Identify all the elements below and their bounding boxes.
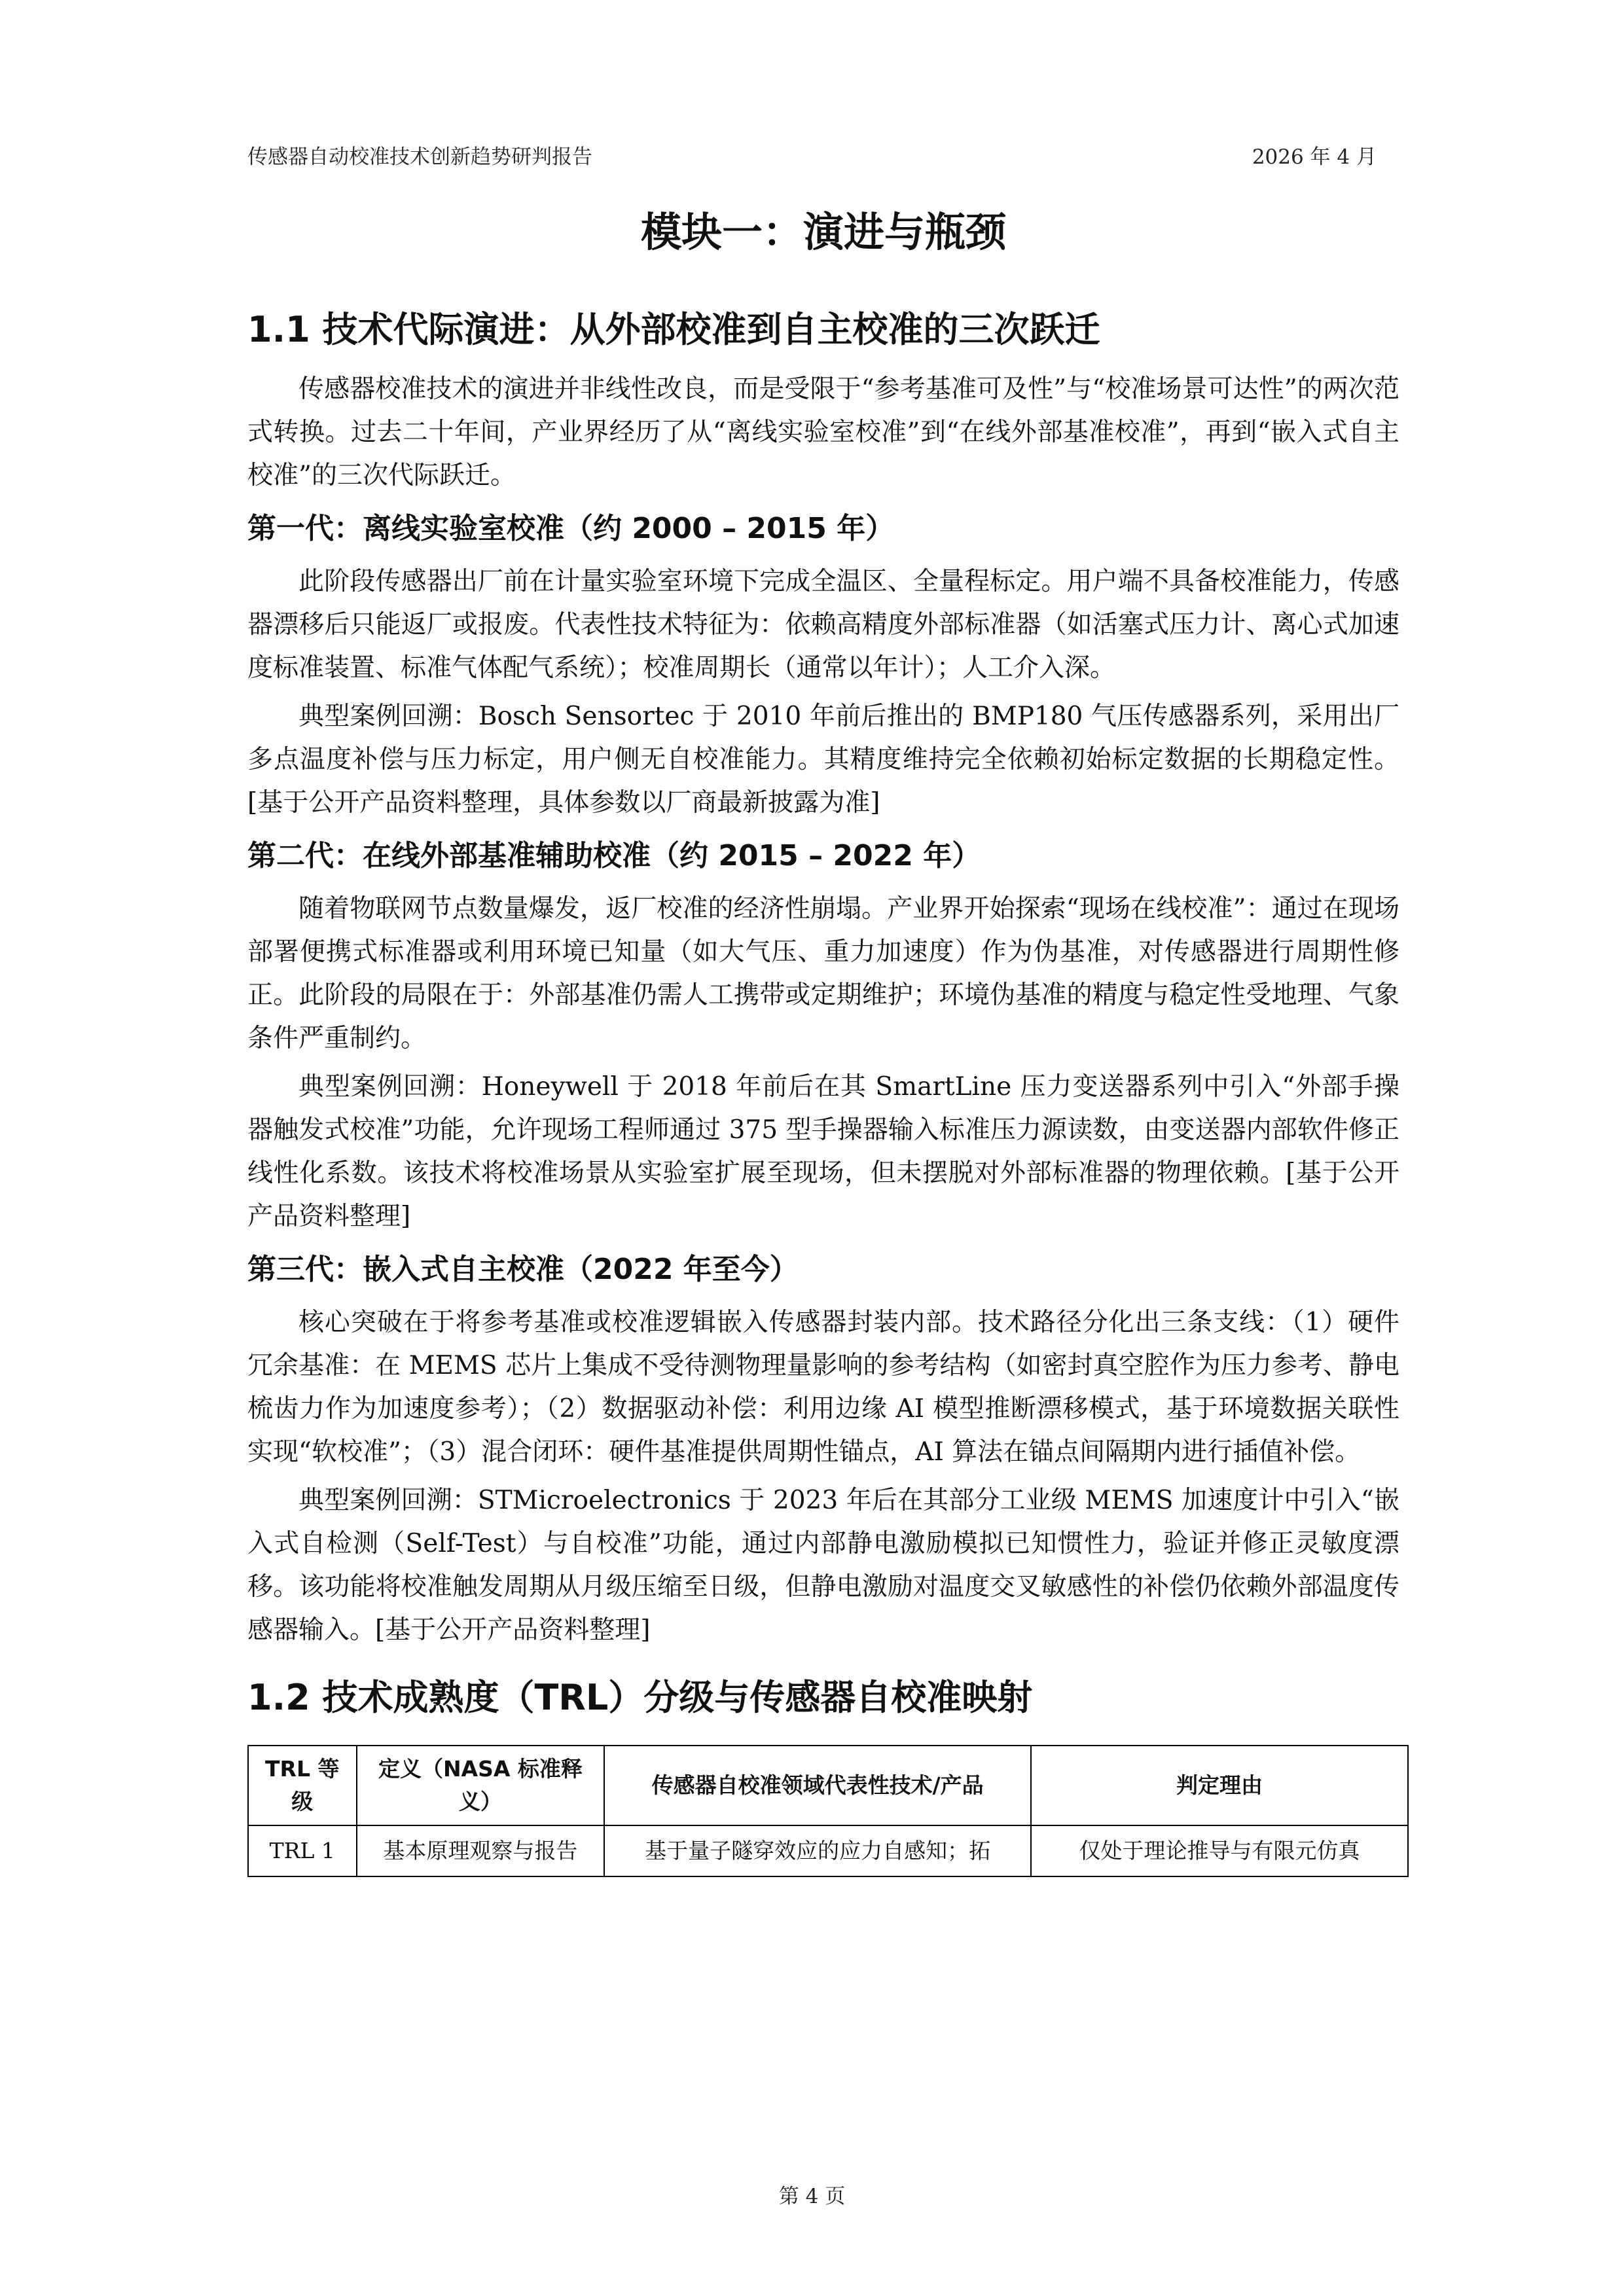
page-number: 第 4 页 <box>778 2185 846 2208</box>
running-header <box>247 140 1377 170</box>
gen1-paragraph: 此阶段传感器出厂前在计量实验室环境下完成全温区、全量程标定。用户端不具备校准能力，传感器漂移后只能返厂或报废。代表性技术特征为：依赖高精度外部标准器（如活塞式压力计、离心式加速度标准装置、标准气体配气系统）；校准周期长（通常以年计）；人工介入深。 <box>247 567 1399 683</box>
table-cell: 基本原理观察与报告 <box>357 1825 605 1876</box>
gen2-title: 第二代：在线外部基准辅助校准（约 2015 – 2022 年） <box>247 839 981 872</box>
gen1-title: 第一代：离线实验室校准（约 2000 – 2015 年） <box>247 512 895 545</box>
trl-table <box>247 1745 1409 1877</box>
section-1-2-title: 1.2 技术成熟度（TRL）分级与传感器自校准映射 <box>247 1677 1033 1718</box>
table-header-cell: 判定理由 <box>1031 1746 1408 1825</box>
table-cell: 仅处于理论推导与有限元仿真 <box>1031 1825 1408 1876</box>
section-1-1-title: 1.1 技术代际演进：从外部校准到自主校准的三次跃迁 <box>247 309 1100 350</box>
table-header-cell: TRL 等级 <box>248 1746 357 1825</box>
gen3-paragraph: 核心突破在于将参考基准或校准逻辑嵌入传感器封装内部。技术路径分化出三条支线：（1）硬件冗余基准：在 MEMS 芯片上集成不受待测物理量影响的参考结构（如密封真空腔作为压力参考、静电梳齿力作为加速度参考）；（2）数据驱动补偿：利用边缘 AI 模型推断漂移模式，基于环境数据关联性实现“软校准”；（3）混合闭环：硬件基准提供周期性锚点，AI 算法在锚点间隔期内进行插值补偿。 <box>247 1308 1399 1467</box>
header-date: 2026 年 4 月 <box>1252 145 1377 169</box>
table-header-row <box>248 1746 1408 1825</box>
gen2-case-paragraph: 典型案例回溯：Honeywell 于 2018 年前后在其 SmartLine 压力变送器系列中引入“外部手操器触发式校准”功能，允许现场工程师通过 375 型手操器输入标准压力源读数，由变送器内部软件修正线性化系数。该技术将校准场景从实验室扩展至现场，但未摆脱对外部标准器的物理依赖。[基于公开产品资料整理] <box>247 1072 1399 1231</box>
table-header-cell: 传感器自校准领域代表性技术/产品 <box>604 1746 1031 1825</box>
section-1-1-intro: 传感器校准技术的演进并非线性改良，而是受限于“参考基准可及性”与“校准场景可达性”的两次范式转换。过去二十年间，产业界经历了从“离线实验室校准”到“在线外部基准校准”，再到“嵌入式自主校准”的三次代际跃迁。 <box>247 374 1399 490</box>
table-cell: TRL 1 <box>248 1825 357 1876</box>
gen3-title: 第三代：嵌入式自主校准（2022 年至今） <box>247 1253 799 1286</box>
header-report-title: 传感器自动校准技术创新趋势研判报告 <box>247 145 592 169</box>
table-cell: 基于量子隧穿效应的应力自感知；拓 <box>604 1825 1031 1876</box>
module-title: 模块一：演进与瓶颈 <box>640 208 1006 256</box>
gen1-case-paragraph: 典型案例回溯：Bosch Sensortec 于 2010 年前后推出的 BMP180 气压传感器系列，采用出厂多点温度补偿与压力标定，用户侧无自校准能力。其精度维持完全依赖初始标定数据的长期稳定性。[基于公开产品资料整理，具体参数以厂商最新披露为准] <box>247 702 1399 817</box>
table-header-cell: 定义（NASA 标准释义） <box>357 1746 605 1825</box>
gen3-case-paragraph: 典型案例回溯：STMicroelectronics 于 2023 年后在其部分工业级 MEMS 加速度计中引入“嵌入式自检测（Self-Test）与自校准”功能，通过内部静电激励模拟已知惯性力，验证并修正灵敏度漂移。该功能将校准触发周期从月级压缩至日级，但静电激励对温度交叉敏感性的补偿仍依赖外部温度传感器输入。[基于公开产品资料整理] <box>247 1486 1399 1645</box>
page-content <box>247 196 1399 1877</box>
gen2-paragraph: 随着物联网节点数量爆发，返厂校准的经济性崩塌。产业界开始探索“现场在线校准”：通过在现场部署便携式标准器或利用环境已知量（如大气压、重力加速度）作为伪基准，对传感器进行周期性修正。此阶段的局限在于：外部基准仍需人工携带或定期维护；环境伪基准的精度与稳定性受地理、气象条件严重制约。 <box>247 894 1399 1053</box>
table-row <box>248 1825 1408 1876</box>
